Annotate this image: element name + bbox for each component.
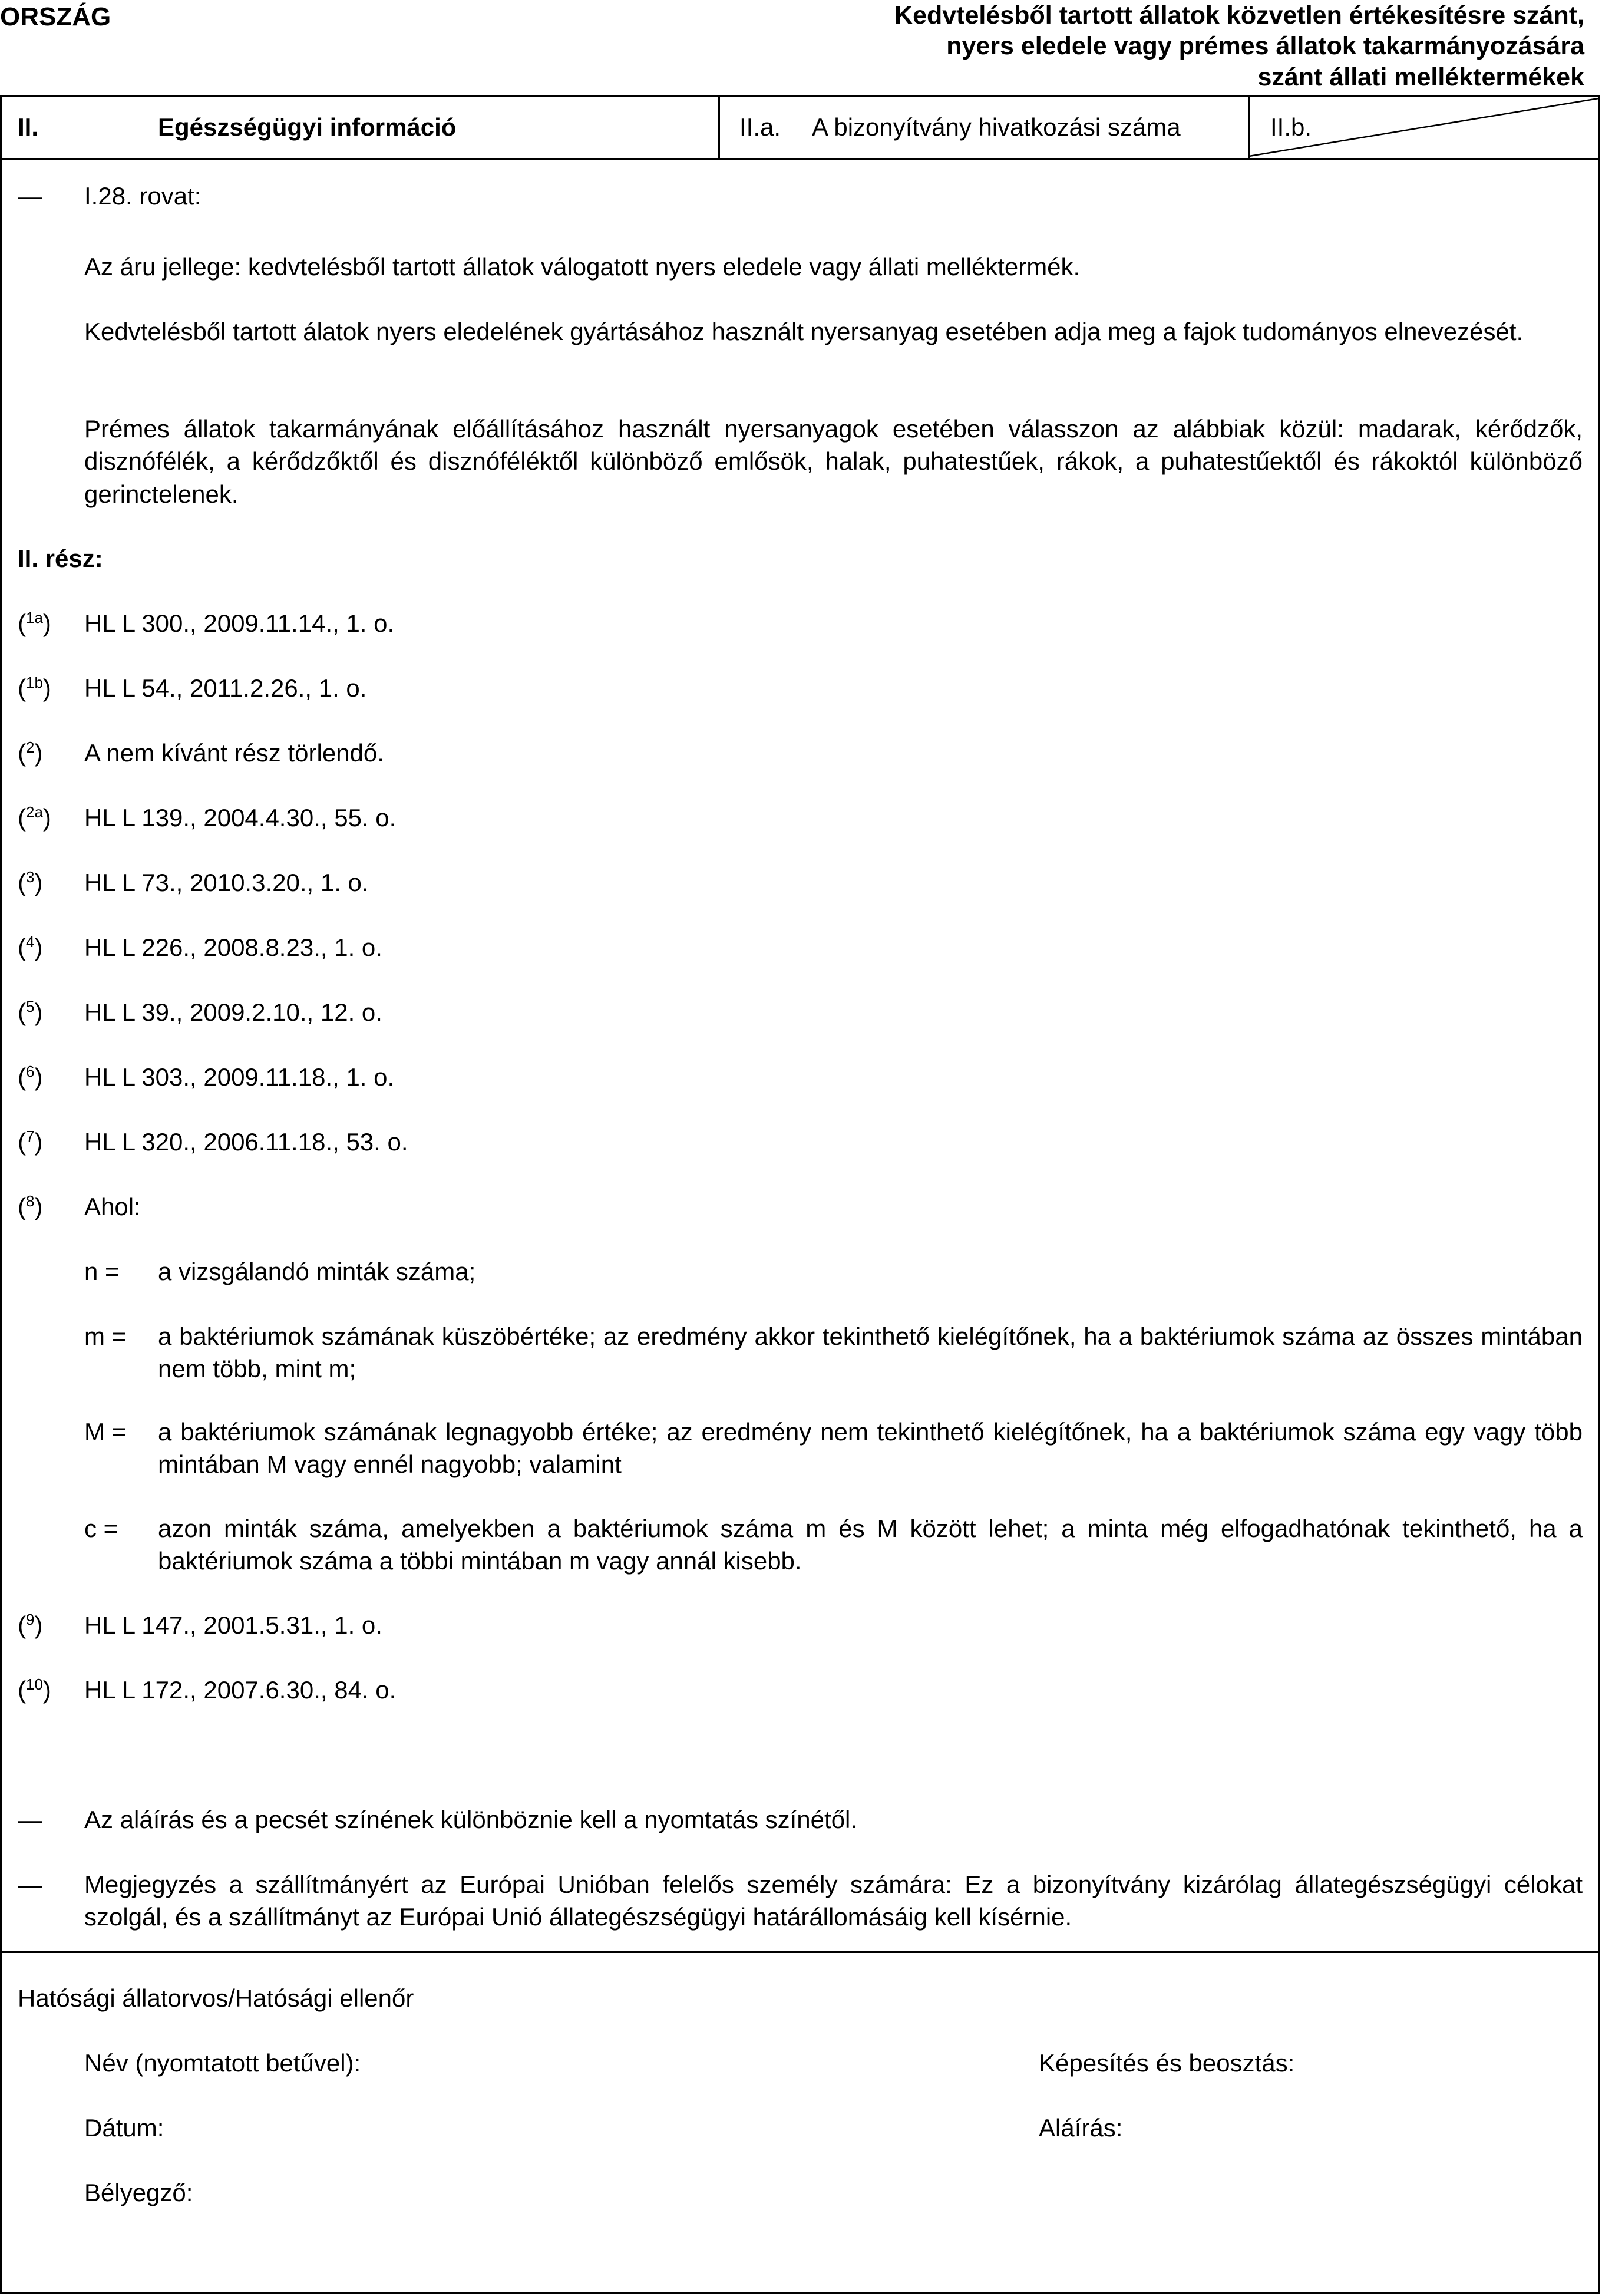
footnote-text: HL L 226., 2008.8.23., 1. o. — [84, 933, 382, 961]
remark-text: Az aláírás és a pecsét színének különböznie kell a nyomtatás színétől. — [84, 1806, 858, 1833]
name-field-label: Név (nyomtatott betűvel): — [84, 2049, 361, 2077]
definition-variable: n = — [84, 1258, 120, 1285]
remark-text: Megjegyzés a szállítmányért az Európai Unióban felelős személy számára: Ez a bizonyítvány kizárólag állategészségügyi célokat szolgál, és a szállítmányt az Európai Unió állategészségügyi határállomásáig kell kísérnie. — [84, 1871, 1583, 1931]
definition-text: a vizsgálandó minták száma; — [158, 1258, 476, 1285]
ref-a-label: A bizonyítvány hivatkozási száma — [812, 113, 1181, 141]
footnote-mark: ($^8$) — [18, 1192, 43, 1220]
footnote-text: HL L 300., 2009.11.14., 1. o. — [84, 609, 395, 637]
ref-a-number: II.a. — [739, 113, 781, 141]
footnote-text: HL L 172., 2007.6.30., 84. o. — [84, 1676, 397, 1704]
footnote-mark: ($^{1a}$) — [18, 609, 51, 637]
footnote-text: Ahol: — [84, 1193, 141, 1220]
section-bar-separator — [718, 97, 720, 159]
signature-field-label: Aláírás: — [1039, 2114, 1123, 2142]
note-paragraph: Az áru jellege: kedvtelésből tartott állatok válogatott nyers eledele vagy állati melléktermék. — [84, 253, 1081, 281]
official-heading: Hatósági állatorvos/Hatósági ellenőr — [18, 1984, 414, 2012]
part-heading: II. rész: — [18, 545, 103, 572]
footnote-mark: ($^7$) — [18, 1127, 43, 1156]
footnote-text: HL L 320., 2006.11.18., 53. o. — [84, 1128, 408, 1156]
footnote-mark: ($^5$) — [18, 998, 43, 1026]
remark-dash: — — [18, 1871, 42, 1898]
remark-dash: — — [18, 1806, 42, 1833]
section-number: II. — [18, 113, 39, 141]
footnote-mark: ($^6$) — [18, 1063, 43, 1091]
definition-variable: M = — [84, 1418, 127, 1446]
footnote-mark: ($^{1b}$) — [18, 674, 51, 702]
footnote-mark: ($^4$) — [18, 933, 43, 961]
country-label: ORSZÁG — [0, 2, 111, 31]
footnote-mark: ($^{2a}$) — [18, 803, 51, 832]
document-title-line: nyers eledele vagy prémes állatok takarmányozására — [946, 32, 1584, 61]
ref-b-number: II.b. — [1270, 113, 1312, 141]
definition-text: azon minták száma, amelyekben a baktériumok száma m és M között lehet; a minta még elfogadhatónak tekinthető, ha a baktériumok száma a többi mintában m vagy annál kisebb. — [158, 1515, 1583, 1575]
footnote-mark: ($^9$) — [18, 1611, 43, 1639]
note-dash: — — [18, 182, 42, 210]
document-title — [701, 0, 1584, 93]
note-paragraph: Kedvtelésből tartott álatok nyers eledelének gyártásához használt nyersanyag esetében adja meg a fajok tudományos elnevezését. — [84, 318, 1524, 345]
footnote-mark: ($^2$) — [18, 738, 43, 767]
definition-variable: m = — [84, 1322, 127, 1350]
stamp-field-label: Bélyegző: — [84, 2179, 193, 2206]
rovat-label: I.28. rovat: — [84, 182, 202, 210]
footnote-mark: ($^{10}$) — [18, 1675, 51, 1704]
footnote-text: A nem kívánt rész törlendő. — [84, 739, 384, 767]
document-title-line: szánt állati melléktermékek — [1257, 62, 1584, 91]
section-title: Egészségügyi információ — [158, 113, 457, 141]
definition-text: a baktériumok számának küszöbértéke; az eredmény akkor tekinthető kielégítőnek, ha a baktériumok száma az összes mintában nem több, mint m; — [158, 1322, 1583, 1383]
section-bar-divider — [2, 158, 1598, 160]
footnote-text: HL L 73., 2010.3.20., 1. o. — [84, 869, 369, 896]
footnote-text: HL L 39., 2009.2.10., 12. o. — [84, 998, 382, 1026]
footnote-text: HL L 147., 2001.5.31., 1. o. — [84, 1611, 382, 1639]
signature-divider — [2, 1951, 1598, 1953]
note-paragraph: Prémes állatok takarmányának előállításához használt nyersanyagok esetében válasszon az alábbiak közül: madarak, kérődzők, disznófélék, a kérődzőktől és disznóféléktől különböző emlősök, halak, puhatestűek, rákok, a puhatestűektől és rákoktól különböző gerinctelenek. — [84, 415, 1583, 508]
footnote-text: HL L 303., 2009.11.18., 1. o. — [84, 1063, 395, 1091]
qualification-field-label: Képesítés és beosztás: — [1039, 2049, 1295, 2077]
document-title-line: Kedvtelésből tartott állatok közvetlen értékesítésre szánt, — [894, 1, 1584, 29]
footnote-mark: ($^3$) — [18, 868, 43, 896]
definition-text: a baktériumok számának legnagyobb értéke; az eredmény nem tekinthető kielégítőnek, ha a baktériumok száma egy vagy több mintában M vagy ennél nagyobb; valamint — [158, 1418, 1583, 1479]
footnote-text: HL L 139., 2004.4.30., 55. o. — [84, 804, 397, 832]
definition-variable: c = — [84, 1515, 118, 1542]
footnote-text: HL L 54., 2011.2.26., 1. o. — [84, 674, 367, 702]
date-field-label: Dátum: — [84, 2114, 164, 2142]
